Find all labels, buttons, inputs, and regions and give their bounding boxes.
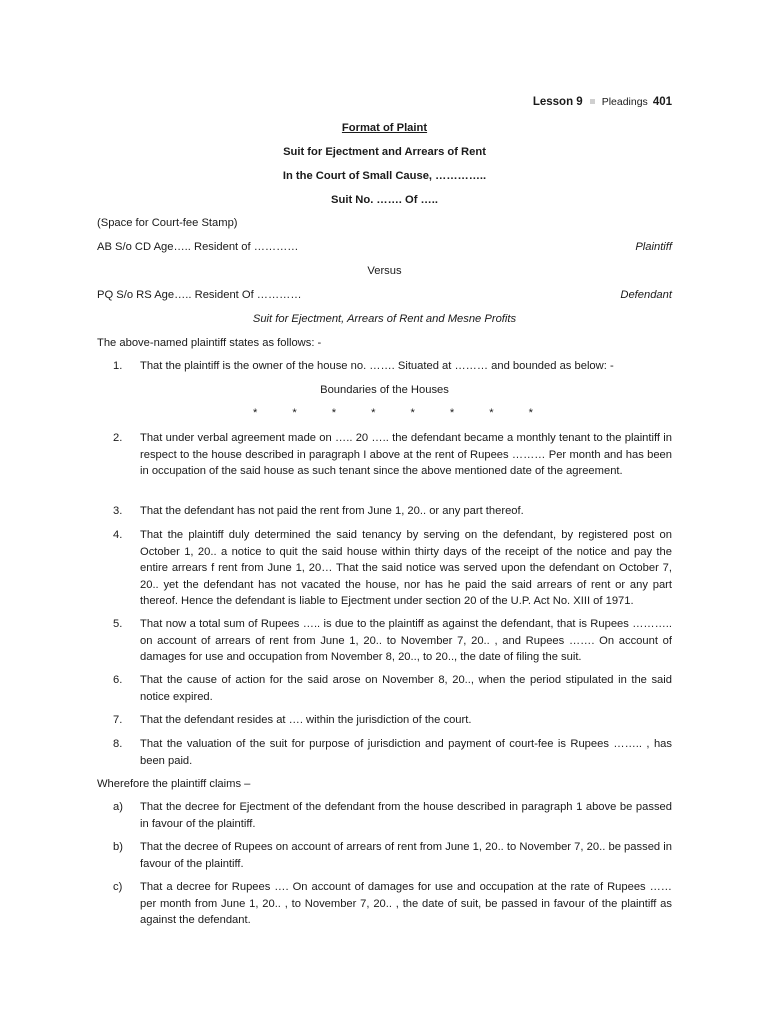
claim-c [97,879,672,929]
intro-text: The above-named plaintiff states as follows: - [97,337,322,349]
paragraph-text: That now a total sum of Rupees ….. is due to the plaintiff as against the defendant, that is Rupees ……….. on account of arrears of rent from June 1, 20.. to November 7, 20.. , and Rupees ……. On account of damages for use and occupation from November 8, 20.., to 20.., the date of filing the suit. [140,618,672,663]
paragraph-2 [97,430,672,480]
star-mark: * [489,407,494,419]
paragraph-number: 1. [113,360,123,372]
claim-a [97,799,672,832]
paragraph-number: 7. [113,714,123,726]
star-mark: * [253,407,258,419]
suit-number: Suit No. ……. Of ….. [331,194,438,206]
star-mark: * [371,407,376,419]
claims-intro: Wherefore the plaintiff claims – [97,778,251,790]
defendant-text: PQ S/o RS Age….. Resident Of ………… [97,289,302,301]
plaintiff-text: AB S/o CD Age….. Resident of ………… [97,241,299,253]
court-title: In the Court of Small Cause, ………….. [282,170,487,182]
paragraph-4 [97,527,672,610]
paragraph-text: That the valuation of the suit for purpose of jurisdiction and payment of court-fee is Rupees …….. , has been paid. [140,738,672,767]
defendant-role: Defendant [620,289,672,301]
paragraph-number: 2. [113,432,123,444]
paragraph-6 [97,672,672,705]
claim-letter: c) [113,881,123,893]
claim-letter: a) [113,801,123,813]
paragraph-text: That under verbal agreement made on ….. 20 ….. the defendant became a monthly tenant to the plaintiff in respect to the house described in paragraph I above at the rent of Rupees ……… Per month and has been in occupation of the said house as such tenant since the above mentioned date of the agreement. [140,432,672,477]
page-header [533,94,672,111]
defendant-line [97,287,672,304]
paragraph-5 [97,616,672,666]
star-mark: * [449,407,455,419]
star-mark: * [292,407,297,419]
separator-square-icon [590,99,595,104]
claim-text: That the decree of Rupees on account of arrears of rent from June 1, 20.. to November 7, 20.. be passed in favour of the plaintiff. [140,841,672,870]
claim-b [97,839,672,872]
paragraph-8 [97,736,672,769]
stamp-space: (Space for Court-fee Stamp) [97,217,238,229]
claim-text: That the decree for Ejectment of the defendant from the house described in paragraph 1 above be passed in favour of the plaintiff. [140,801,672,830]
plaintiff-role: Plaintiff [635,241,672,253]
paragraph-number: 5. [113,618,123,630]
star-mark: * [410,407,415,419]
page-number: 401 [652,96,672,108]
paragraph-text: That the cause of action for the said arose on November 8, 20.., when the period stipulated in the said notice expired. [140,674,672,703]
paragraph-1 [97,358,672,375]
paragraph-number: 3. [113,505,123,517]
paragraph-text: That the defendant resides at …. within the jurisdiction of the court. [140,714,472,726]
section-label: Pleadings [601,96,648,108]
paragraph-number: 4. [113,529,123,541]
format-title: Format of Plaint [341,122,428,134]
paragraph-number: 6. [113,674,123,686]
paragraph-7 [97,712,672,729]
paragraph-3 [97,503,672,520]
claim-letter: b) [113,841,123,853]
claim-text: That a decree for Rupees …. On account of damages for use and occupation at the rate of Rupees …… per month from June 1, 20.. , to November 7, 20.. , the date of suit, be passed in favour of the plaintiff as against the defendant. [140,881,672,926]
paragraph-text: That the plaintiff duly determined the said tenancy by serving on the defendant, by registered post on October 1, 20.. a notice to quit the said house within thirty days of the receipt of the notice and pay the entire arrears f rent from June 1, 20… That the said notice was served upon the defendant on October 7, 20.. yet the defendant has not vacated the house, nor has he paid the said arrears of rent or any part thereof. Hence the defendant is liable to Ejectment under section 20 of the U.P. Act No. XIII of 1971. [140,529,672,607]
paragraph-text: That the defendant has not paid the rent from June 1, 20.. or any part thereof. [140,505,524,517]
paragraph-number: 8. [113,738,123,750]
plaintiff-line [97,239,672,256]
versus-label: Versus [367,265,402,277]
suit-subject: Suit for Ejectment, Arrears of Rent and Mesne Profits [252,313,517,325]
star-mark: * [331,407,337,419]
paragraph-text: That the plaintiff is the owner of the house no. ……. Situated at ……… and bounded as below: - [140,360,614,372]
suit-title: Suit for Ejectment and Arrears of Rent [283,146,486,158]
boundaries-title: Boundaries of the Houses [320,384,449,396]
lesson-label: Lesson 9 [532,96,583,108]
star-mark: * [528,407,533,419]
